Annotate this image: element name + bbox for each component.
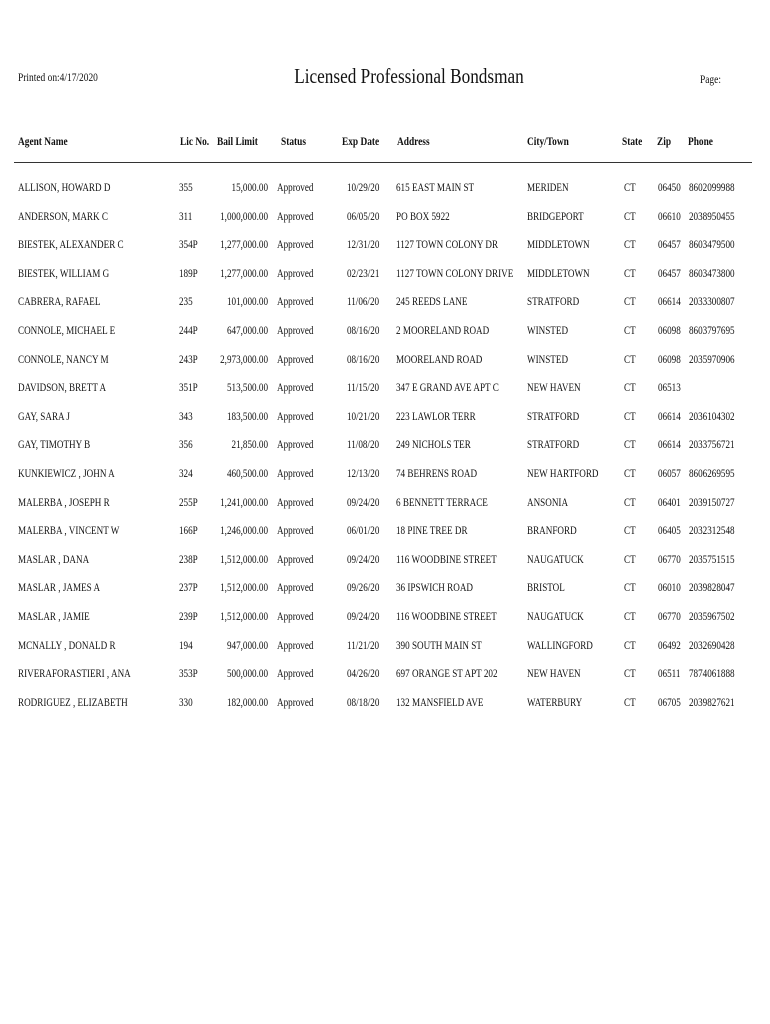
cell-city: WINSTED (527, 323, 569, 337)
cell-status: Approved (277, 494, 314, 509)
cell-phone: 7874061888 (689, 666, 735, 681)
cell-status: Approved (277, 437, 314, 452)
cell-zip: 06401 (658, 494, 681, 509)
cell-zip: 06405 (658, 523, 681, 538)
cell-city: ANSONIA (527, 494, 569, 509)
cell-bail-limit: 513,500.00 (226, 380, 268, 395)
col-header-zip: Zip (657, 134, 672, 148)
cell-zip: 06614 (658, 408, 681, 423)
cell-state: CT (624, 580, 636, 595)
cell-city: WINSTED (527, 351, 569, 366)
cell-agent-name: MCNALLY , DONALD R (18, 637, 116, 652)
cell-lic-no: 324 (179, 466, 193, 480)
cell-city: STRATFORD (527, 437, 580, 452)
cell-exp-date: 04/26/20 (347, 666, 380, 681)
cell-exp-date: 06/05/20 (347, 208, 380, 223)
cell-state: CT (624, 637, 636, 652)
cell-bail-limit: 500,000.00 (226, 666, 268, 681)
cell-status: Approved (277, 666, 314, 681)
cell-zip: 06457 (658, 265, 681, 280)
cell-address: 390 SOUTH MAIN ST (396, 637, 482, 652)
cell-zip: 06098 (658, 323, 681, 337)
cell-lic-no: 330 (179, 694, 193, 709)
table-row (0, 237, 770, 257)
cell-zip: 06511 (658, 666, 681, 681)
cell-city: NEW HAVEN (527, 380, 581, 395)
cell-status: Approved (277, 237, 314, 252)
cell-bail-limit: 460,500.00 (226, 466, 268, 480)
cell-lic-no: 235 (179, 294, 193, 309)
cell-zip: 06098 (658, 351, 681, 366)
cell-agent-name: MALERBA , JOSEPH R (18, 494, 110, 509)
cell-phone: 2035751515 (689, 551, 735, 566)
cell-status: Approved (277, 380, 314, 395)
cell-lic-no: 255P (179, 494, 198, 509)
cell-city: MERIDEN (527, 180, 569, 194)
cell-phone: 8602099988 (689, 180, 735, 194)
cell-exp-date: 11/06/20 (347, 294, 380, 309)
cell-city: NAUGATUCK (527, 609, 584, 623)
cell-status: Approved (277, 694, 314, 709)
cell-agent-name: MASLAR , JAMIE (18, 609, 90, 623)
table-row (0, 695, 770, 715)
cell-phone: 2035967502 (689, 609, 735, 623)
cell-city: WATERBURY (527, 694, 583, 709)
cell-address: 249 NICHOLS TER (396, 437, 471, 452)
cell-address: 347 E GRAND AVE APT C (396, 380, 499, 395)
cell-state: CT (624, 294, 636, 309)
cell-phone: 2032312548 (689, 523, 735, 538)
cell-zip: 06770 (658, 551, 681, 566)
cell-bail-limit: 183,500.00 (226, 408, 268, 423)
cell-state: CT (624, 408, 636, 423)
cell-city: NAUGATUCK (527, 551, 584, 566)
cell-bail-limit: 1,241,000.00 (220, 494, 268, 509)
cell-zip: 06492 (658, 637, 681, 652)
cell-city: MIDDLETOWN (527, 265, 590, 280)
cell-agent-name: BIESTEK, WILLIAM G (18, 265, 110, 280)
cell-status: Approved (277, 265, 314, 280)
cell-city: BRISTOL (527, 580, 565, 595)
cell-lic-no: 239P (179, 609, 198, 623)
cell-status: Approved (277, 609, 314, 623)
cell-address: 116 WOODBINE STREET (396, 609, 497, 623)
col-header-bail: Bail Limit (217, 134, 258, 148)
cell-exp-date: 09/24/20 (347, 551, 380, 566)
cell-zip: 06614 (658, 437, 681, 452)
printed-date: Printed on:4/17/2020 (18, 72, 98, 84)
table-row (0, 523, 770, 543)
table-row (0, 638, 770, 658)
cell-city: BRIDGEPORT (527, 208, 584, 223)
cell-lic-no: 356 (179, 437, 193, 452)
cell-phone: 2033300807 (689, 294, 735, 309)
table-row (0, 209, 770, 229)
cell-state: CT (624, 323, 636, 337)
cell-lic-no: 343 (179, 408, 193, 423)
cell-phone: 2032690428 (689, 637, 735, 652)
cell-state: CT (624, 694, 636, 709)
cell-state: CT (624, 494, 636, 509)
cell-city: STRATFORD (527, 294, 580, 309)
cell-phone: 8603797695 (689, 323, 735, 337)
cell-city: NEW HARTFORD (527, 466, 599, 480)
cell-bail-limit: 1,277,000.00 (220, 265, 268, 280)
cell-exp-date: 02/23/21 (347, 265, 380, 280)
cell-lic-no: 238P (179, 551, 198, 566)
cell-city: MIDDLETOWN (527, 237, 590, 252)
cell-status: Approved (277, 580, 314, 595)
cell-bail-limit: 1,000,000.00 (220, 208, 268, 223)
cell-agent-name: MALERBA , VINCENT W (18, 523, 120, 538)
col-header-exp: Exp Date (342, 134, 380, 148)
cell-state: CT (624, 466, 636, 480)
cell-address: 1127 TOWN COLONY DR (396, 237, 499, 252)
table-row (0, 609, 770, 629)
cell-exp-date: 08/16/20 (347, 323, 380, 337)
cell-address: 36 IPSWICH ROAD (396, 580, 474, 595)
table-row (0, 352, 770, 372)
table-row (0, 666, 770, 686)
cell-bail-limit: 15,000.00 (231, 180, 268, 194)
cell-agent-name: GAY, TIMOTHY B (18, 437, 91, 452)
cell-status: Approved (277, 523, 314, 538)
cell-exp-date: 12/13/20 (347, 466, 380, 480)
cell-exp-date: 09/24/20 (347, 609, 380, 623)
cell-exp-date: 11/15/20 (347, 380, 380, 395)
cell-phone: 2039827621 (689, 694, 735, 709)
cell-status: Approved (277, 180, 314, 194)
cell-status: Approved (277, 551, 314, 566)
cell-address: 245 REEDS LANE (396, 294, 468, 309)
report-title-text: Licensed Professional Bondsman (294, 64, 524, 88)
cell-zip: 06010 (658, 580, 681, 595)
cell-bail-limit: 947,000.00 (226, 637, 268, 652)
cell-bail-limit: 1,277,000.00 (220, 237, 268, 252)
table-row (0, 380, 770, 400)
col-header-status: Status (281, 134, 306, 148)
cell-zip: 06610 (658, 208, 681, 223)
cell-bail-limit: 182,000.00 (226, 694, 268, 709)
table-row (0, 180, 770, 200)
cell-phone: 8603473800 (689, 265, 735, 280)
cell-phone: 2033756721 (689, 437, 735, 452)
table-row (0, 552, 770, 572)
cell-agent-name: MASLAR , DANA (18, 551, 90, 566)
cell-address: 116 WOODBINE STREET (396, 551, 497, 566)
col-header-state: State (622, 134, 643, 148)
table-row (0, 580, 770, 600)
col-header-city: City/Town (527, 134, 569, 148)
cell-address: 1127 TOWN COLONY DRIVE (396, 265, 514, 280)
cell-phone: 8606269595 (689, 466, 735, 480)
cell-lic-no: 351P (179, 380, 198, 395)
cell-zip: 06057 (658, 466, 681, 480)
table-row (0, 466, 770, 486)
cell-agent-name: DAVIDSON, BRETT A (18, 380, 107, 395)
table-row (0, 294, 770, 314)
cell-state: CT (624, 609, 636, 623)
cell-bail-limit: 647,000.00 (226, 323, 268, 337)
cell-bail-limit: 1,512,000.00 (220, 551, 268, 566)
cell-bail-limit: 1,512,000.00 (220, 609, 268, 623)
cell-address: PO BOX 5922 (396, 208, 450, 223)
cell-agent-name: RODRIGUEZ , ELIZABETH (18, 694, 128, 709)
table-row (0, 437, 770, 457)
cell-exp-date: 08/16/20 (347, 351, 380, 366)
cell-lic-no: 237P (179, 580, 198, 595)
cell-bail-limit: 1,246,000.00 (220, 523, 268, 538)
cell-exp-date: 10/29/20 (347, 180, 380, 194)
cell-city: STRATFORD (527, 408, 580, 423)
cell-address: 6 BENNETT TERRACE (396, 494, 488, 509)
cell-agent-name: CABRERA, RAFAEL (18, 294, 101, 309)
cell-bail-limit: 21,850.00 (231, 437, 268, 452)
cell-agent-name: MASLAR , JAMES A (18, 580, 101, 595)
cell-phone: 8603479500 (689, 237, 735, 252)
cell-exp-date: 06/01/20 (347, 523, 380, 538)
cell-state: CT (624, 437, 636, 452)
table-row (0, 495, 770, 515)
cell-exp-date: 09/26/20 (347, 580, 380, 595)
cell-agent-name: ALLISON, HOWARD D (18, 180, 111, 194)
cell-agent-name: ANDERSON, MARK C (18, 208, 108, 223)
cell-bail-limit: 2,973,000.00 (220, 351, 268, 366)
cell-state: CT (624, 237, 636, 252)
cell-phone: 2035970906 (689, 351, 735, 366)
cell-state: CT (624, 208, 636, 223)
table-row (0, 266, 770, 286)
page-label: Page: (700, 74, 721, 86)
cell-status: Approved (277, 408, 314, 423)
cell-city: WALLINGFORD (527, 637, 593, 652)
table-row (0, 323, 770, 343)
col-header-address: Address (397, 134, 430, 148)
cell-agent-name: GAY, SARA J (18, 408, 70, 423)
cell-agent-name: KUNKIEWICZ , JOHN A (18, 466, 115, 480)
cell-phone: 2036104302 (689, 408, 735, 423)
cell-exp-date: 10/21/20 (347, 408, 380, 423)
col-header-lic: Lic No. (180, 134, 210, 148)
cell-state: CT (624, 180, 636, 194)
cell-address: 132 MANSFIELD AVE (396, 694, 484, 709)
cell-address: 615 EAST MAIN ST (396, 180, 475, 194)
cell-state: CT (624, 666, 636, 681)
cell-zip: 06614 (658, 294, 681, 309)
cell-city: NEW HAVEN (527, 666, 581, 681)
cell-agent-name: CONNOLE, NANCY M (18, 351, 109, 366)
cell-lic-no: 243P (179, 351, 198, 366)
cell-zip: 06770 (658, 609, 681, 623)
cell-agent-name: CONNOLE, MICHAEL E (18, 323, 116, 337)
cell-bail-limit: 1,512,000.00 (220, 580, 268, 595)
cell-agent-name: RIVERAFORASTIERI , ANA (18, 666, 131, 681)
cell-state: CT (624, 523, 636, 538)
cell-exp-date: 11/21/20 (347, 637, 380, 652)
cell-address: 2 MOORELAND ROAD (396, 323, 490, 337)
cell-status: Approved (277, 294, 314, 309)
cell-zip: 06450 (658, 180, 681, 194)
cell-city: BRANFORD (527, 523, 577, 538)
header-divider (14, 162, 752, 163)
cell-status: Approved (277, 466, 314, 480)
cell-exp-date: 12/31/20 (347, 237, 380, 252)
cell-lic-no: 244P (179, 323, 198, 337)
cell-bail-limit: 101,000.00 (226, 294, 268, 309)
cell-address: 697 ORANGE ST APT 202 (396, 666, 498, 681)
cell-address: 74 BEHRENS ROAD (396, 466, 478, 480)
cell-lic-no: 166P (179, 523, 198, 538)
col-header-agent: Agent Name (18, 134, 68, 148)
cell-phone: 2038950455 (689, 208, 735, 223)
cell-zip: 06457 (658, 237, 681, 252)
cell-address: 223 LAWLOR TERR (396, 408, 476, 423)
cell-state: CT (624, 351, 636, 366)
table-row (0, 409, 770, 429)
cell-status: Approved (277, 351, 314, 366)
cell-state: CT (624, 265, 636, 280)
report-title (0, 64, 770, 89)
cell-lic-no: 189P (179, 265, 198, 280)
cell-phone: 2039828047 (689, 580, 735, 595)
cell-status: Approved (277, 323, 314, 337)
col-header-phone: Phone (688, 134, 713, 148)
cell-exp-date: 09/24/20 (347, 494, 380, 509)
cell-address: MOORELAND ROAD (396, 351, 483, 366)
cell-state: CT (624, 551, 636, 566)
cell-lic-no: 353P (179, 666, 198, 681)
cell-lic-no: 194 (179, 637, 193, 652)
cell-status: Approved (277, 208, 314, 223)
cell-status: Approved (277, 637, 314, 652)
cell-zip: 06513 (658, 380, 681, 395)
cell-exp-date: 08/18/20 (347, 694, 380, 709)
cell-exp-date: 11/08/20 (347, 437, 380, 452)
cell-phone: 2039150727 (689, 494, 735, 509)
cell-lic-no: 354P (179, 237, 198, 252)
cell-state: CT (624, 380, 636, 395)
cell-lic-no: 311 (179, 208, 193, 223)
cell-agent-name: BIESTEK, ALEXANDER C (18, 237, 124, 252)
cell-address: 18 PINE TREE DR (396, 523, 468, 538)
cell-zip: 06705 (658, 694, 681, 709)
cell-lic-no: 355 (179, 180, 193, 194)
